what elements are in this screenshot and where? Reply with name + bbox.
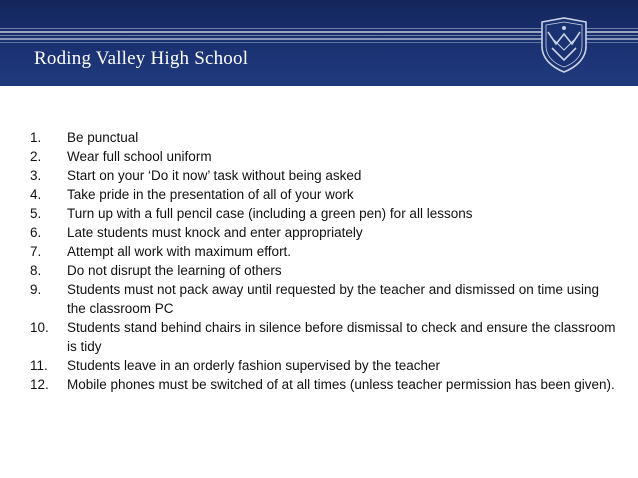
rule-number: 12. xyxy=(30,377,49,392)
slide-header xyxy=(0,0,638,86)
rule-number: 8. xyxy=(30,263,42,278)
rule-number: 3. xyxy=(30,168,42,183)
rule-item xyxy=(30,318,620,356)
rule-text: Turn up with a full pencil case (including a green pen) for all lessons xyxy=(67,206,473,221)
rule-number: 7. xyxy=(30,244,42,259)
rule-number: 1. xyxy=(30,130,42,145)
school-crest-icon xyxy=(538,16,590,74)
classroom-rules-list xyxy=(30,128,620,394)
rule-text: Do not disrupt the learning of others xyxy=(67,263,282,278)
rule-item xyxy=(30,128,620,147)
rule-text: Wear full school uniform xyxy=(67,149,212,164)
rule-item xyxy=(30,147,620,166)
rule-number: 4. xyxy=(30,187,42,202)
rule-item xyxy=(30,261,620,280)
rule-text: Students leave in an orderly fashion supervised by the teacher xyxy=(67,358,440,373)
rule-number: 5. xyxy=(30,206,42,221)
rule-item xyxy=(30,356,620,375)
rule-item xyxy=(30,185,620,204)
rule-text: Mobile phones must be switched of at all times (unless teacher permission has been given). xyxy=(67,377,615,392)
rule-item xyxy=(30,280,620,318)
rule-text: Start on your ‘Do it now’ task without being asked xyxy=(67,168,362,183)
rule-item xyxy=(30,204,620,223)
rule-text: Take pride in the presentation of all of your work xyxy=(67,187,354,202)
rule-text: Be punctual xyxy=(67,130,139,145)
school-name: Roding Valley High School xyxy=(34,48,249,69)
rule-number: 2. xyxy=(30,149,42,164)
rule-item xyxy=(30,166,620,185)
rule-item xyxy=(30,375,620,394)
rule-item xyxy=(30,223,620,242)
rule-text: Attempt all work with maximum effort. xyxy=(67,244,292,259)
rule-item xyxy=(30,242,620,261)
rule-number: 9. xyxy=(30,282,42,297)
rule-number: 10. xyxy=(30,320,49,335)
rule-text: Late students must knock and enter appropriately xyxy=(67,225,363,240)
rule-text: Students must not pack away until requested by the teacher and dismissed on time using the classroom PC xyxy=(67,282,600,316)
rule-number: 6. xyxy=(30,225,42,240)
rule-text: Students stand behind chairs in silence before dismissal to check and ensure the classroom is tidy xyxy=(67,320,616,354)
rule-number: 11. xyxy=(30,358,48,373)
